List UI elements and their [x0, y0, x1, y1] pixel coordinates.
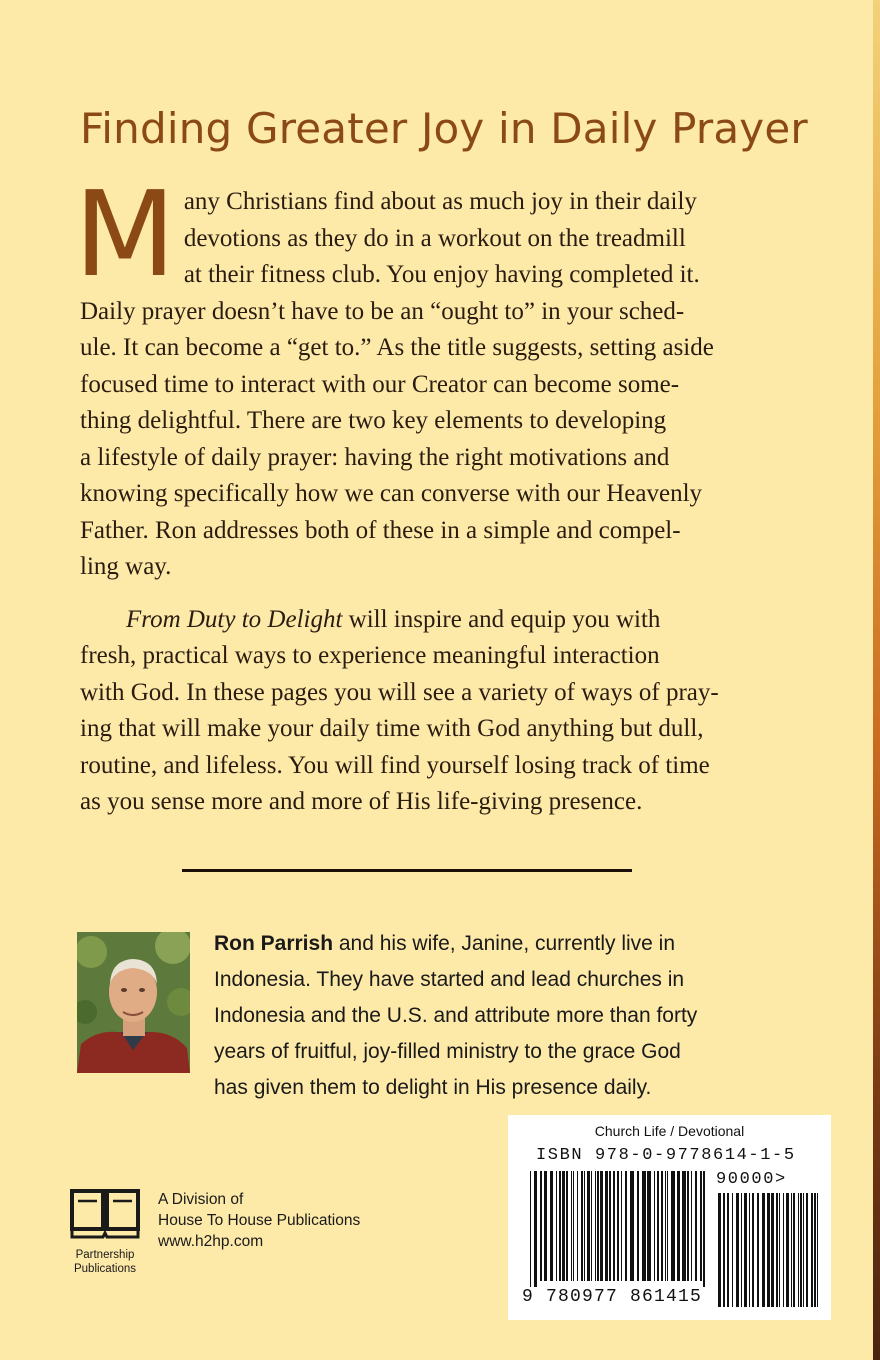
text-line: as you sense more and more of His life-giving presence. [80, 788, 643, 815]
barcode-bar [657, 1171, 659, 1281]
barcode-bar [817, 1193, 818, 1307]
barcode-bar [630, 1171, 634, 1281]
open-book-icon [70, 1188, 140, 1240]
text-line [214, 926, 814, 962]
barcode-bar [811, 1193, 813, 1307]
barcode-bar [587, 1171, 590, 1281]
barcode-bar [767, 1193, 770, 1307]
barcode-bar [732, 1193, 733, 1307]
text-line: Indonesia. They have started and lead churches in [214, 968, 685, 991]
barcode-bar [749, 1193, 750, 1307]
text-line: thing delightful. There are two key elements to developing [80, 407, 667, 434]
text-line: knowing specifically how we can converse with our Heavenly [80, 480, 703, 507]
logo-caption-line-2: Publications [73, 1263, 136, 1275]
barcode-bar [806, 1193, 808, 1307]
barcode-bar [637, 1171, 639, 1281]
spine-edge [873, 0, 880, 1360]
barcode-bar [736, 1193, 739, 1307]
publisher-line: House To House Publications [158, 1212, 361, 1229]
publisher-logo [70, 1188, 140, 1276]
barcode-bar [621, 1171, 622, 1281]
barcode-bar [667, 1171, 668, 1281]
barcode-bar [654, 1171, 655, 1281]
barcode-bar [591, 1171, 592, 1281]
barcode-bar [727, 1193, 729, 1307]
page-title: Finding Greater Joy in Daily Prayer [80, 104, 808, 153]
barcode-bar [671, 1171, 675, 1281]
barcode-bar [718, 1193, 721, 1307]
text-line: routine, and lifeless. You will find yourself losing track of time [80, 751, 710, 779]
publisher-website: www.h2hp.com [158, 1233, 264, 1250]
barcode-bar [762, 1193, 765, 1307]
barcode-bar [695, 1171, 697, 1281]
barcode-bar [595, 1171, 596, 1281]
text-line: devotions as they do in a workout on the treadmill [183, 224, 686, 252]
ean-digits: 9 780977 861415 [522, 1287, 703, 1307]
barcode-bar [687, 1171, 689, 1281]
barcode-bar [677, 1171, 680, 1281]
description [74, 165, 800, 821]
barcode-bar [723, 1193, 725, 1307]
text-line: fresh, practical ways to experience meaningful interaction [80, 642, 660, 669]
text-line [80, 602, 800, 639]
barcode-bar [625, 1171, 627, 1281]
barcode-bar [613, 1171, 615, 1281]
publisher-line: A Division of [158, 1191, 244, 1208]
barcode-bar [786, 1193, 789, 1307]
barcode-bar [556, 1171, 557, 1281]
divider [182, 869, 632, 872]
barcode-bar [800, 1193, 802, 1307]
author-portrait-image [77, 932, 190, 1073]
barcode-bar [566, 1171, 568, 1281]
text-line: any Christians find about as much joy in their daily [183, 188, 697, 215]
barcode-bar [703, 1171, 705, 1287]
barcode-bar [534, 1171, 537, 1287]
barcode-category: Church Life / Devotional [594, 1123, 745, 1139]
author-photo [77, 932, 190, 1073]
publisher-info [158, 1189, 458, 1252]
barcode-bar [617, 1171, 619, 1281]
logo-caption-line-1: Partnership [75, 1249, 135, 1261]
barcode-bar [757, 1193, 759, 1307]
text-fragment: will inspire and equip you with [342, 605, 661, 633]
barcode-bar [783, 1193, 784, 1307]
text-line: has given them to delight in His presence daily. [214, 1076, 652, 1099]
barcode-bar [691, 1171, 692, 1281]
barcode-bar [559, 1171, 561, 1281]
barcode-bar [584, 1171, 585, 1281]
barcode-bar [550, 1171, 553, 1281]
barcode-bar [562, 1171, 565, 1281]
barcode-bar [814, 1193, 816, 1307]
isbn-label: ISBN 978-0-9778614-1-5 [536, 1146, 796, 1165]
barcode-bar [609, 1171, 611, 1281]
author-bio [214, 926, 814, 1106]
barcode-bar [752, 1193, 754, 1307]
text-line: ling way. [80, 553, 172, 580]
text-line: ule. It can become a “get to.” As the title suggests, setting aside [80, 334, 714, 361]
barcode-bar [530, 1171, 531, 1287]
text-line: ing that will make your daily time with God anything but dull, [80, 715, 704, 742]
barcode-bar [605, 1171, 608, 1281]
barcode-bar [798, 1193, 799, 1307]
text-line: Indonesia and the U.S. and attribute more than forty [214, 1004, 698, 1027]
barcode-bar [803, 1193, 804, 1307]
text-line: focused time to interact with our Creator can become some- [80, 370, 680, 398]
barcode-bar [581, 1171, 583, 1281]
barcode-panel [508, 1115, 831, 1320]
barcode-bar [597, 1171, 599, 1281]
text-line: with God. In these pages you will see a variety of ways of pray- [80, 678, 719, 706]
barcode-bar [771, 1193, 774, 1307]
barcode-bar [741, 1193, 742, 1307]
barcode-bar [791, 1193, 792, 1307]
barcode-bar [571, 1171, 572, 1281]
barcode-bar [577, 1171, 578, 1281]
barcode-bar [647, 1171, 651, 1281]
barcode-bar [642, 1171, 646, 1281]
barcode-bar [682, 1171, 686, 1281]
barcode-bar [600, 1171, 603, 1281]
description-paragraph-1 [74, 165, 800, 586]
barcode-bar [700, 1171, 702, 1281]
barcode-bar [744, 1193, 747, 1307]
description-paragraph-2 [80, 602, 800, 821]
drop-cap: M [74, 165, 176, 303]
text-line: years of fruitful, joy-filled ministry to the grace God [214, 1040, 681, 1063]
barcode-bar [779, 1193, 780, 1307]
text-fragment: and his wife, Janine, currently live in [333, 932, 676, 955]
book-title: From Duty to Delight [126, 605, 343, 633]
text-line: at their fitness club. You enjoy having completed it. [183, 261, 700, 288]
barcode-bar [793, 1193, 795, 1307]
text-line: a lifestyle of daily prayer: having the right motivations and [80, 443, 670, 471]
barcode-bar [661, 1171, 663, 1281]
barcode-bar [544, 1171, 547, 1281]
barcode-bar [540, 1171, 542, 1281]
barcode-bar [776, 1193, 778, 1307]
barcode-bar [665, 1171, 666, 1281]
text-line: Father. Ron addresses both of these in a simple and compel- [80, 516, 681, 544]
price-code: 90000> [716, 1170, 787, 1189]
text-line: Daily prayer doesn’t have to be an “ought to” in your sched- [80, 297, 685, 325]
author-name: Ron Parrish [214, 932, 334, 955]
barcode-bar [573, 1171, 574, 1281]
